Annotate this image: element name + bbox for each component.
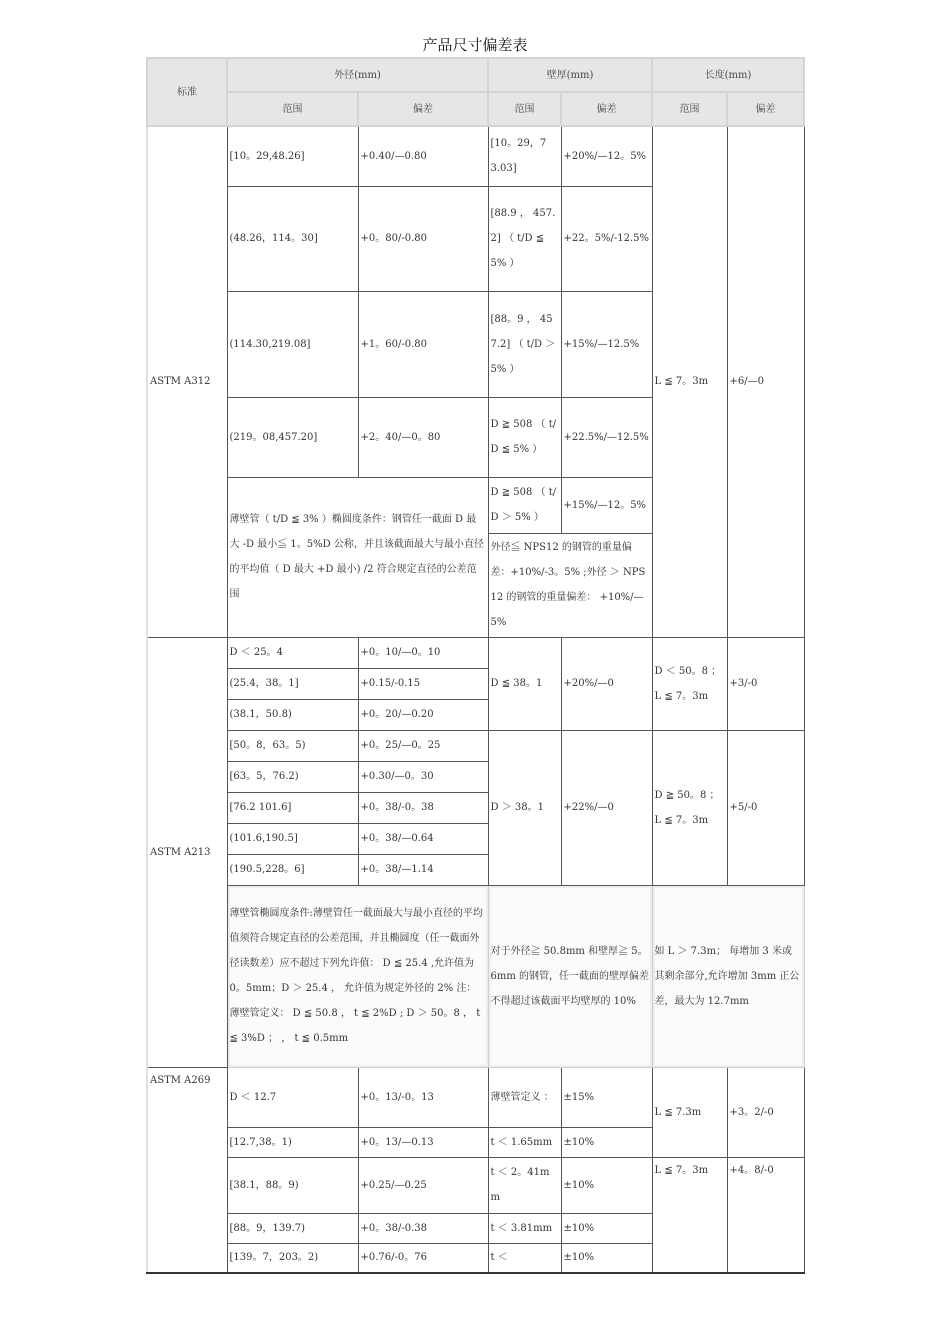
table-cell: [38.1，88。9) <box>227 1157 358 1213</box>
table-cell: +0。38/-0。38 <box>358 792 488 823</box>
table-cell: D ≧ 508 （ t/D ＞ 5% ） <box>488 477 561 533</box>
table-cell: t ＜ 2。41mm <box>488 1157 561 1213</box>
standard-a269: ASTM A269 <box>147 1067 227 1273</box>
table-cell: ±15% <box>561 1067 652 1127</box>
table-cell: t ＜ 3.81mm <box>488 1213 561 1243</box>
table-cell: +0。20/—0.20 <box>358 699 488 730</box>
table-cell: L ≦ 7。3m <box>652 126 727 637</box>
table-cell: D ≦ 38。1 <box>488 637 561 730</box>
wall-deviation-note: 对于外径≧ 50.8mm 和壁厚≧ 5。6mm 的钢管，任一截面的壁厚偏差不得超过该截面平均壁厚的 10% <box>488 885 652 1067</box>
table-cell: D ＜ 12.7 <box>227 1067 358 1127</box>
table-cell: +0.30/—0。30 <box>358 761 488 792</box>
table-cell: (190.5,228。6] <box>227 854 358 885</box>
table-cell: L ≦ 7。3m <box>652 1157 727 1273</box>
dimension-tolerance-table <box>146 57 805 1274</box>
table-cell: (101.6,190.5] <box>227 823 358 854</box>
table-cell: [88。9 ， 457.2] （ t/D ＞ 5% ） <box>488 291 561 397</box>
table-cell: +22%/—0 <box>561 730 652 885</box>
table-cell: [88.9 ， 457.2] （ t/D ≦ 5% ） <box>488 186 561 291</box>
table-cell: +20%/—0 <box>561 637 652 730</box>
table-cell: +0。38/—0.64 <box>358 823 488 854</box>
table-cell: +0.25/—0.25 <box>358 1157 488 1213</box>
table-cell: D ＜ 25。4 <box>227 637 358 668</box>
table-cell: +0。13/—0.13 <box>358 1127 488 1157</box>
ovality-note: 薄壁管椭圆度条件:薄壁管任一截面最大与最小直径的平均值须符合规定直径的公差范围，并且椭圆度（任一截面外径读数差）应不超过下列允许值： D ≦ 25.4 ,允许值为 0。5mm；D ＞ 25.4 ， 允许值为规定外径的 2% 注：薄壁管定义： D ≦ 50.8 ， t ≦ 2%D ; D ＞ 50。8 ， t ≦ 3%D ； ， t ≦ 0.5mm <box>227 885 488 1067</box>
table-cell: +15%/—12。5% <box>561 477 652 533</box>
table-cell: ±10% <box>561 1127 652 1157</box>
table-cell: +0。38/-0.38 <box>358 1213 488 1243</box>
table-cell: L ≦ 7.3m <box>652 1067 727 1157</box>
table-cell: +0。38/—1.14 <box>358 854 488 885</box>
table-cell: +2。40/—0。80 <box>358 397 488 477</box>
table-cell: +22。5%/-12.5% <box>561 186 652 291</box>
standard-a312: ASTM A312 <box>147 126 227 637</box>
header-od-tolerance: 偏差 <box>358 92 488 126</box>
table-cell: +0。80/-0.80 <box>358 186 488 291</box>
table-cell: [88。9，139.7) <box>227 1213 358 1243</box>
table-cell: +0.76/-0。76 <box>358 1243 488 1273</box>
header-length: 长度(mm) <box>652 58 804 92</box>
table-cell: [63。5，76.2) <box>227 761 358 792</box>
table-cell: D ≧ 50。8 ； L ≦ 7。3m <box>652 730 727 885</box>
table-cell: [10。29,48.26] <box>227 126 358 186</box>
table-cell: [76.2 101.6] <box>227 792 358 823</box>
table-cell: (38.1，50.8) <box>227 699 358 730</box>
table-cell: [12.7,38。1) <box>227 1127 358 1157</box>
table-cell: +0。25/—0。25 <box>358 730 488 761</box>
table-cell: +3/-0 <box>727 637 804 730</box>
table-cell: +0。10/—0。10 <box>358 637 488 668</box>
table-cell: (48.26，114。30] <box>227 186 358 291</box>
table-cell: +1。60/-0.80 <box>358 291 488 397</box>
table-cell: D ＞ 38。1 <box>488 730 561 885</box>
table-cell: +0。13/-0。13 <box>358 1067 488 1127</box>
table-cell: t ＜ 1.65mm <box>488 1127 561 1157</box>
page-title: 产品尺寸偏差表 <box>422 36 528 54</box>
table-cell: +0.40/—0.80 <box>358 126 488 186</box>
header-od-range: 范围 <box>227 92 358 126</box>
table-cell: +3。2/-0 <box>727 1067 804 1157</box>
table-cell: D ＜ 50。8 ； L ≦ 7。3m <box>652 637 727 730</box>
table-cell: +5/-0 <box>727 730 804 885</box>
header-wt-tolerance: 偏差 <box>561 92 652 126</box>
table-cell: ±10% <box>561 1157 652 1213</box>
thin-wall-ovality-note: 薄壁管（ t/D ≦ 3% ）椭圆度条件：钢管任一截面 D 最大 -D 最小≦ 1。5%D 公称，并且该截面最大与最小直径的平均值（ D 最大 +D 最小) /2 符合规定直径的公差范围 <box>227 477 488 637</box>
table-cell: +4。8/-0 <box>727 1157 804 1273</box>
table-cell: ±10% <box>561 1243 652 1273</box>
table-cell: (219。08,457.20] <box>227 397 358 477</box>
header-wt-range: 范围 <box>488 92 561 126</box>
table-cell: 薄壁管定义 ： <box>488 1067 561 1127</box>
table-cell: (114.30,219.08] <box>227 291 358 397</box>
table-cell: +15%/—12.5% <box>561 291 652 397</box>
header-wall-thickness: 壁厚(mm) <box>488 58 652 92</box>
table-cell: (25.4，38。1] <box>227 668 358 699</box>
weight-tolerance-note: 外径≦ NPS12 的钢管的重量偏差：+10%/-3。5% ;外径 ＞ NPS12 的钢管的重量偏差： +10%/—5% <box>488 533 652 637</box>
table-cell: D ≧ 508 （ t/D ≦ 5% ） <box>488 397 561 477</box>
table-cell: +22.5%/—12.5% <box>561 397 652 477</box>
table-cell: +20%/—12。5% <box>561 126 652 186</box>
header-standard: 标准 <box>147 58 227 126</box>
header-len-range: 范围 <box>652 92 727 126</box>
table-cell: +6/—0 <box>727 126 804 637</box>
table-cell: +0.15/-0.15 <box>358 668 488 699</box>
length-extension-note: 如 L ＞ 7.3m； 每增加 3 米或其剩余部分,允许增加 3mm 正公差，最大为 12.7mm <box>652 885 804 1067</box>
table-cell: [50。8，63。5) <box>227 730 358 761</box>
standard-a213: ASTM A213 <box>147 637 227 1067</box>
header-outer-diameter: 外径(mm) <box>227 58 488 92</box>
header-len-tolerance: 偏差 <box>727 92 804 126</box>
table-cell: [10。29，7 3.03] <box>488 126 561 186</box>
table-cell: t ＜ <box>488 1243 561 1273</box>
table-cell: [139。7，203。2) <box>227 1243 358 1273</box>
table-cell: ±10% <box>561 1213 652 1243</box>
